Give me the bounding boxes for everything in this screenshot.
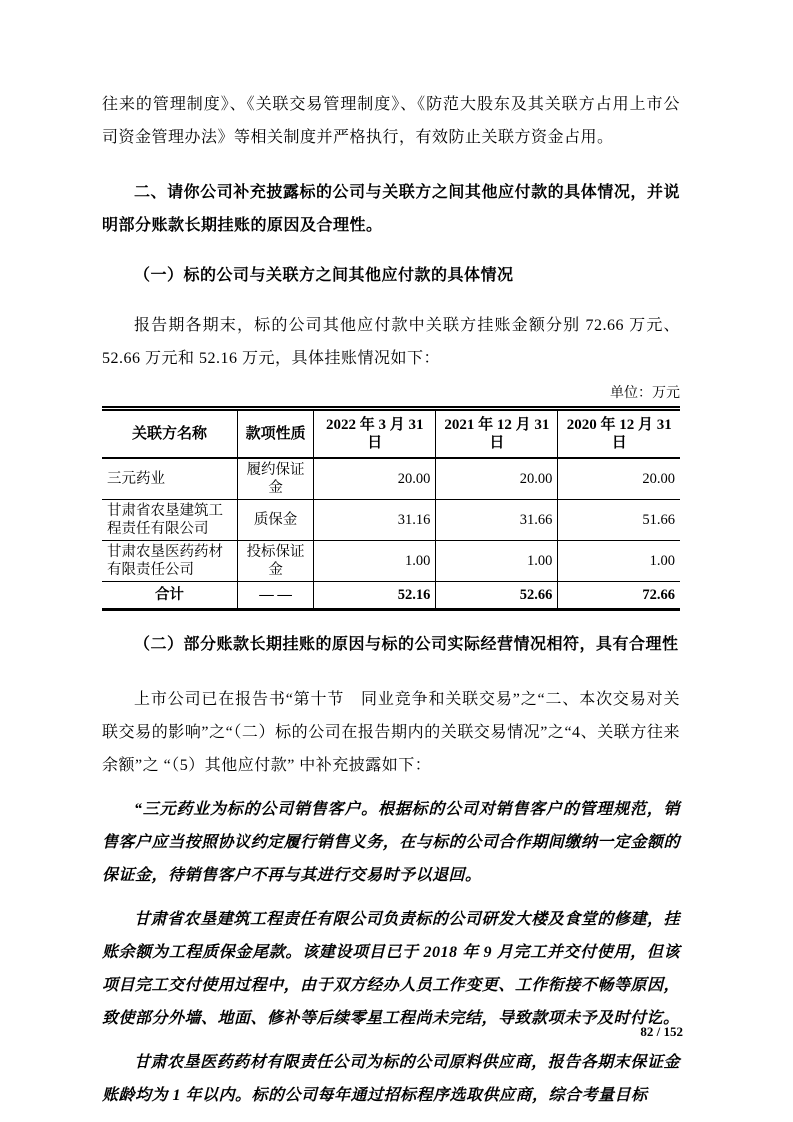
paragraph-report-period: 报告期各期末，标的公司其他应付款中关联方挂账金额分别 72.66 万元、52.66 万元和 52.16 万元，具体挂账情况如下： [102,317,680,367]
table-row [102,541,680,582]
table-header-row [102,409,680,459]
table-row [102,458,680,500]
paragraph-intro-continuation: 往来的管理制度》、《关联交易管理制度》、《防范大股东及其关联方占用上市公司资金管理办法》等相关制度并严格执行，有效防止关联方资金占用。 [102,96,680,146]
paragraph-quote-construction: 甘肃省农垦建筑工程责任有限公司负责标的公司研发大楼及食堂的修建，挂账余额为工程质保金尾款。该建设项目已于 2018 年 9 月完工并交付使用，但该项目完工交付使用过程中，由于双方经办人员工作变更、工作衔接不畅等原因，致使部分外墙、地面、修补等后续零星工程尚未完结，导致款项未予及时付讫。 [102,911,680,1027]
cell-nature: 投标保证金 [237,541,313,582]
paragraph-quote-sanyuan: “三元药业为标的公司销售客户。根据标的公司对销售客户的管理规范，销售客户应当按照协议约定履行销售义务，在与标的公司合作期间缴纳一定金额的保证金，待销售客户不再与其进行交易时予以退回。 [102,801,680,884]
cell-value-2021: 1.00 [436,541,558,582]
cell-party-name: 甘肃农垦医药药材有限责任公司 [102,541,237,582]
page-number: 82 / 152 [640,1024,683,1039]
header-date-2022: 2022 年 3 月 31 日 [314,409,436,459]
header-related-party-name: 关联方名称 [102,409,237,459]
cell-value-2022: 20.00 [314,458,436,500]
subsection-1-heading: （一）标的公司与关联方之间其他应付款的具体情况 [134,267,514,284]
cell-party-name: 三元药业 [102,458,237,500]
cell-total-2021: 52.66 [436,582,558,610]
header-payment-nature: 款项性质 [237,409,313,459]
document-content [102,88,680,1112]
section-2-heading: 二、请你公司补充披露标的公司与关联方之间其他应付款的具体情况，并说明部分账款长期挂账的原因及合理性。 [102,184,680,234]
cell-value-2021: 31.66 [436,500,558,541]
cell-total-label: 合计 [154,587,184,603]
paragraph-quote-pharma: 甘肃农垦医药药材有限责任公司为标的公司原料供应商，报告各期末保证金账龄均为 1 年以内。标的公司每年通过招标程序选取供应商，综合考量目标 [102,1054,680,1104]
cell-nature: 质保金 [237,500,313,541]
cell-value-2022: 1.00 [314,541,436,582]
table-total-row [102,582,680,610]
table-row [102,500,680,541]
cell-total-2022: 52.16 [314,582,436,610]
header-date-2020: 2020 年 12 月 31 日 [558,409,680,459]
cell-nature: 履约保证金 [237,458,313,500]
cell-total-nature: — — [237,582,313,610]
related-party-payables-table [102,406,680,611]
cell-total-2020: 72.66 [558,582,680,610]
paragraph-disclosure-reference: 上市公司已在报告书“第十节 同业竞争和关联交易”之“二、本次交易对关联交易的影响”之“（二）标的公司在报告期内的关联交易情况”之“4、关联方往来余额”之 “（5）其他应付款” 中补充披露如下： [102,691,680,774]
cell-value-2021: 20.00 [436,458,558,500]
table-unit-label: 单位：万元 [610,386,680,401]
subsection-2-heading: （二）部分账款长期挂账的原因与标的公司实际经营情况相符，具有合理性 [134,636,679,653]
cell-value-2020: 51.66 [558,500,680,541]
cell-value-2022: 31.16 [314,500,436,541]
cell-value-2020: 20.00 [558,458,680,500]
cell-value-2020: 1.00 [558,541,680,582]
cell-party-name: 甘肃省农垦建筑工程责任有限公司 [102,500,237,541]
header-date-2021: 2021 年 12 月 31 日 [436,409,558,459]
